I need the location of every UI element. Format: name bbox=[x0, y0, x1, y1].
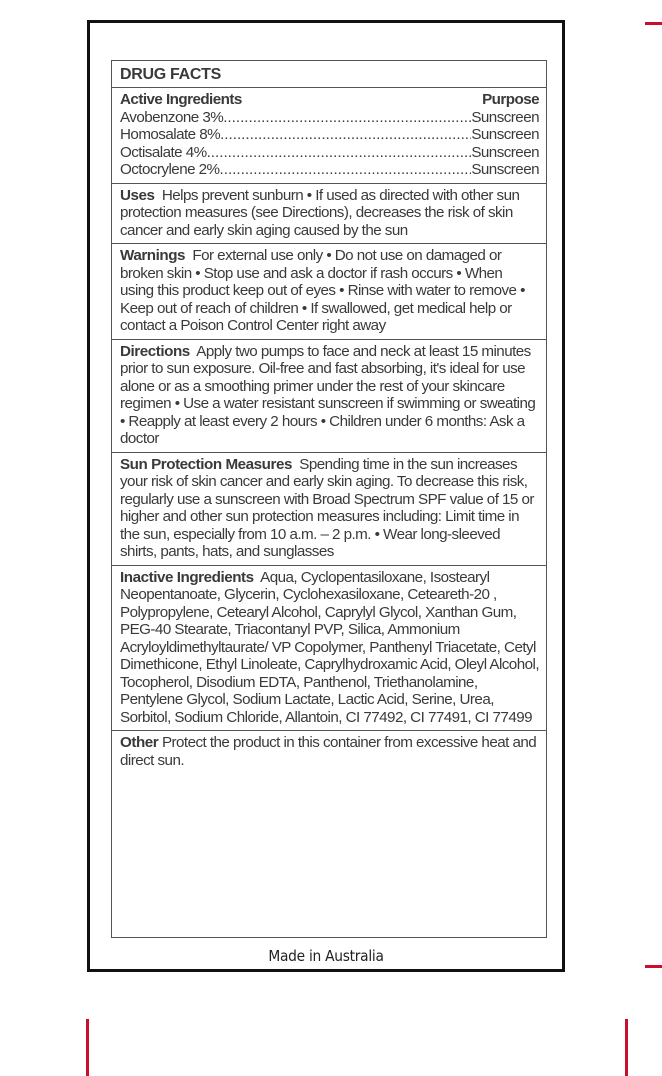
leader-dots bbox=[223, 109, 471, 127]
other-heading: Other bbox=[120, 734, 159, 751]
inactive-ingredients-heading: Inactive Ingredients bbox=[120, 568, 254, 586]
ingredient-name: Avobenzone 3% bbox=[120, 108, 224, 126]
sun-protection-section bbox=[112, 453, 546, 566]
ingredient-row bbox=[120, 144, 539, 162]
drug-facts-panel bbox=[111, 60, 547, 938]
ingredient-name: Octocrylene 2% bbox=[120, 161, 220, 178]
sun-protection-heading: Sun Protection Measures bbox=[120, 455, 292, 473]
other-text: Protect the product in this container from excessive heat and direct sun. bbox=[120, 734, 537, 769]
ingredient-name: Homosalate 8% bbox=[120, 126, 221, 143]
sun-protection-text: Spending time in the sun increases your risk of skin cancer and early skin aging. To decrease this risk, regularly use a sunscreen with Broad Spectrum SPF value of 15 or higher and other sun protection measures including: Limit time in the sun, especially from 10 a.m. – 2 p.m. • Wear long-sleeved shirts, pants, hats, and sunglasses bbox=[120, 455, 534, 560]
uses-text: Helps prevent sunburn • If used as directed with other sun protection measures (see Directions), decreases the risk of skin cancer and early skin aging caused by the sun bbox=[120, 186, 520, 239]
other-section bbox=[112, 731, 546, 773]
leader-dots bbox=[207, 144, 472, 162]
ingredient-name: Octisalate 4% bbox=[120, 143, 207, 161]
crop-mark-bottom-right bbox=[625, 1019, 628, 1076]
active-ingredients-header bbox=[120, 91, 539, 109]
ingredient-row bbox=[120, 161, 539, 179]
uses-section bbox=[112, 184, 546, 245]
ingredient-purpose: Sunscreen bbox=[471, 161, 539, 178]
warnings-section bbox=[112, 244, 546, 340]
crop-mark-bottom-left bbox=[86, 1019, 89, 1076]
ingredient-purpose: Sunscreen bbox=[471, 126, 539, 143]
warnings-heading: Warnings bbox=[120, 247, 186, 264]
inactive-ingredients-section bbox=[112, 566, 546, 732]
active-ingredients-heading: Active Ingredients bbox=[120, 91, 242, 108]
directions-section bbox=[112, 340, 546, 453]
ingredient-row bbox=[120, 126, 539, 144]
uses-heading: Uses bbox=[120, 186, 155, 204]
label-frame bbox=[87, 20, 565, 972]
inactive-ingredients-text: Aqua, Cyclopentasiloxane, Isostearyl Neopentanoate, Glycerin, Cyclohexasiloxane, Ceteareth-20 , Polypropylene, Cetearyl Alcohol, Caprylyl Glycol, Xanthan Gum, PEG-40 Stearate, Triacontanyl PVP, Silica, Ammonium Acryloyldimethyltaurate/ VP Copolymer, Panthenyl Triacetate, Cetyl Dimethicone, Ethyl Linoleate, Caprylhydroxamic Acid, Oleyl Alcohol, Tocopherol, Disodium EDTA, Panthenol, Triethanolamine, Pentylene Glycol, Sodium Lactate, Lactic Acid, Serine, Urea, Sorbitol, Sodium Chloride, Allantoin, CI 77492, CI 77491, CI 77499 bbox=[120, 568, 539, 726]
crop-mark-mid-right bbox=[645, 965, 662, 968]
drug-facts-title: DRUG FACTS bbox=[112, 61, 546, 88]
ingredient-purpose: Sunscreen bbox=[471, 143, 539, 161]
purpose-heading: Purpose bbox=[482, 91, 539, 108]
made-in-footer: Made in Australia bbox=[268, 947, 384, 965]
ingredient-purpose: Sunscreen bbox=[471, 108, 539, 126]
leader-dots bbox=[220, 161, 472, 179]
directions-text: Apply two pumps to face and neck at least 15 minutes prior to sun exposure. Oil-free and fast absorbing, it's ideal for use alone or as a smoothing primer under the rest of your skincare regimen • Use a water resistant sunscreen if swimming or sweating • Reapply at least every 2 hours • Children under 6 months: Ask a doctor bbox=[120, 342, 536, 447]
active-ingredients-section bbox=[112, 88, 546, 184]
warnings-text: For external use only • Do not use on damaged or broken skin • Stop use and ask a doctor if rash occurs • When using this product keep out of eyes • Rinse with water to remove • Keep out of reach of children • If swallowed, get medical help or contact a Poison Control Center right away bbox=[120, 247, 525, 334]
leader-dots bbox=[220, 126, 471, 144]
directions-heading: Directions bbox=[120, 342, 190, 360]
ingredient-row bbox=[120, 109, 539, 127]
crop-mark-top-right bbox=[645, 22, 662, 25]
